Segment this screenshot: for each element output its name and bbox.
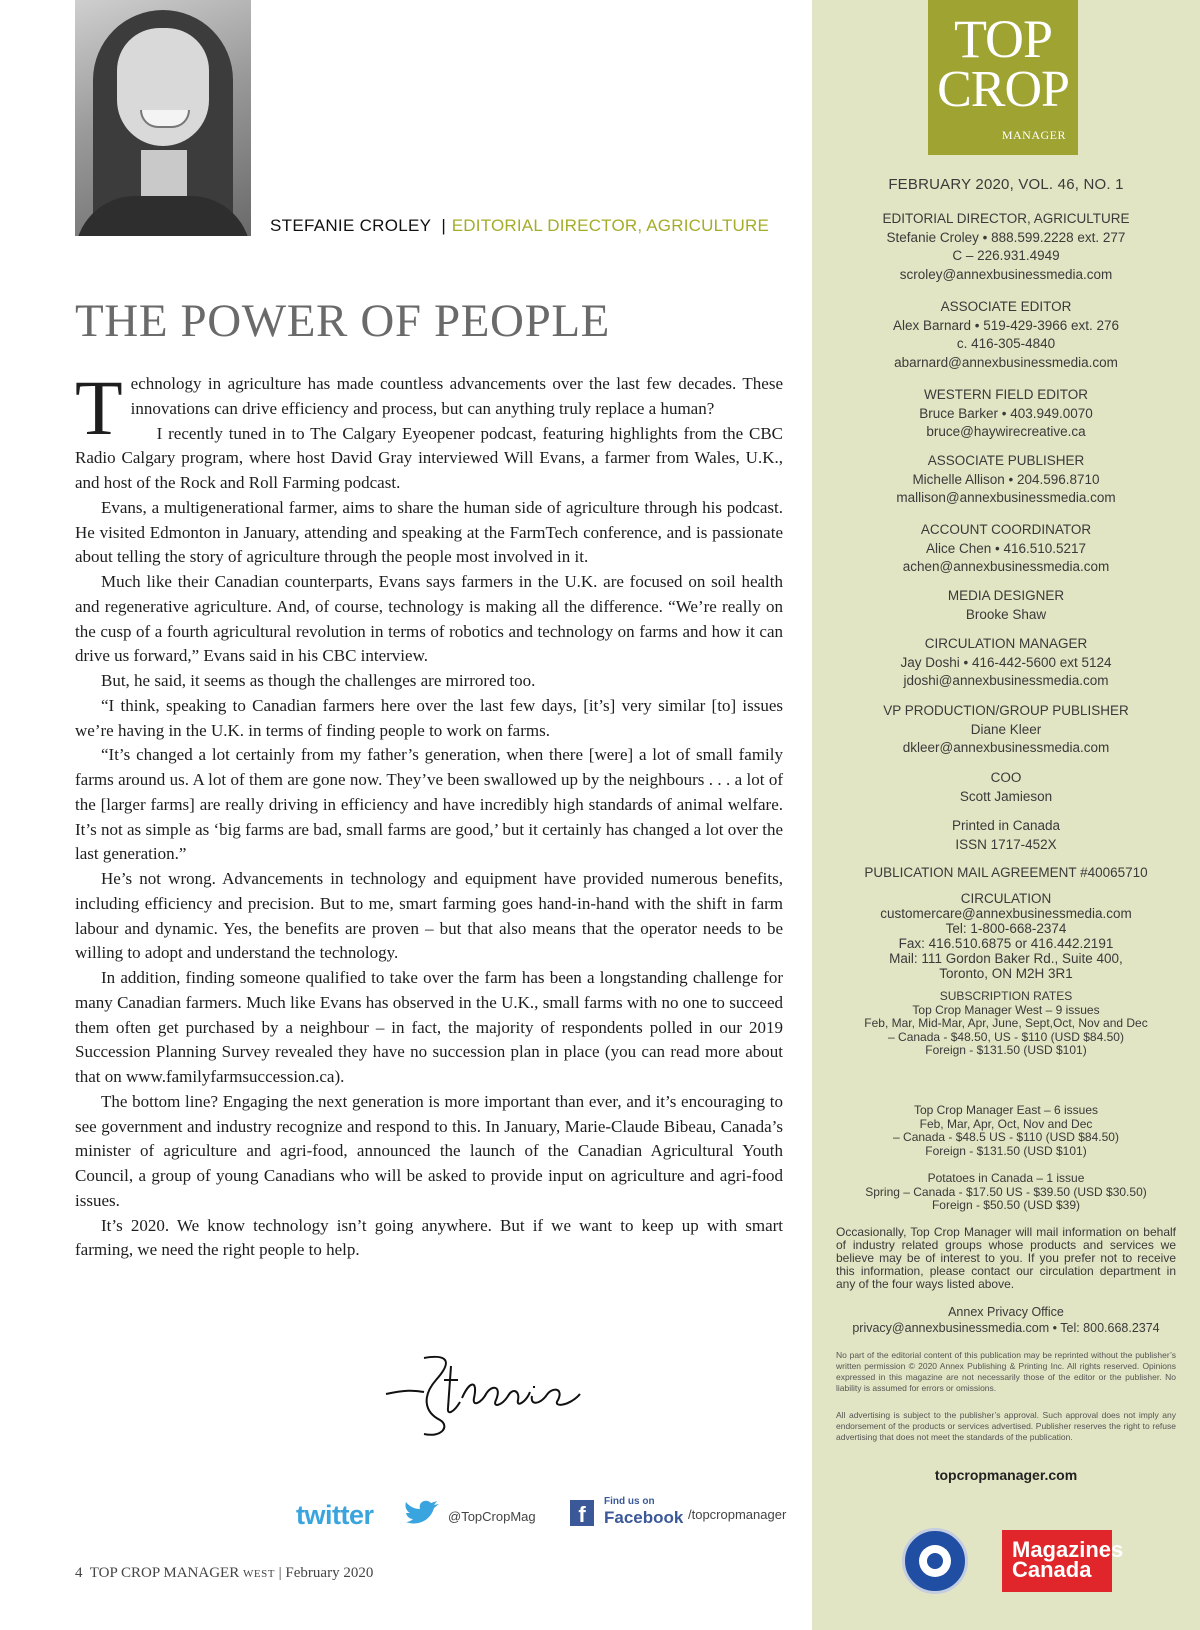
- staff-line: Diane Kleer: [970, 721, 1042, 737]
- article-paragraph: It’s 2020. We know technology isn’t going anywhere. But if we want to keep up with smart farming, we need the right people to help.: [75, 1215, 783, 1260]
- article-paragraph: Much like their Canadian counterparts, Evans says farmers in the U.K. are focused on soil health and regenerative agriculture. And, of course, technology is making all the difference. “We’re really on the cusp of a fourth agricultural revolution in terms of robotics and technology on farms and how it can drive us forward,” Evans said in his CBC interview.: [75, 572, 783, 666]
- magazines-canada-line: Canada: [1012, 1557, 1092, 1582]
- subscription-line: – Canada - $48.50, US - $110 (USD $84.50): [888, 1029, 1124, 1044]
- subscription-line: Feb, Mar, Apr, Oct, Nov and Dec: [919, 1116, 1093, 1131]
- privacy-title: Annex Privacy Office: [948, 1305, 1064, 1319]
- website-link[interactable]: topcropmanager.com: [934, 1467, 1078, 1483]
- staff-email[interactable]: scroley@annexbusinessmedia.com: [899, 266, 1113, 282]
- article-paragraph: The bottom line? Engaging the next generation is more important than ever, and it’s encouraging to see government and industry recognize and respond to this. In January, Marie-Claude Bibeau, Canada’s minister of agriculture and agri-food, announced the launch of the Canadian Agricultural Youth Council, a group of young Canadians who will be asked to provide input on agriculture and agri-food issues.: [75, 1091, 783, 1210]
- article-body: [75, 364, 783, 1263]
- twitter-handle[interactable]: @TopCropMag: [448, 1509, 536, 1524]
- advertising-disclaimer: All advertising is subject to the publisher’s approval. Such approval does not imply any endorsement of the products or services advertised. Publisher reserves the right to refuse advertising that does not meet the standards of the publication.: [836, 1410, 1176, 1442]
- staff-line: Brooke Shaw: [965, 606, 1047, 622]
- subscription-line: Top Crop Manager East – 6 issues: [913, 1103, 1099, 1117]
- subscription-line: Spring – Canada - $17.50 US - $39.50 (USD $30.50): [865, 1184, 1147, 1199]
- staff-email[interactable]: abarnard@annexbusinessmedia.com: [894, 354, 1118, 370]
- staff-title: EDITORIAL DIRECTOR, AGRICULTURE: [882, 211, 1130, 226]
- circulation-line: Mail: 111 Gordon Baker Rd., Suite 400,: [889, 951, 1123, 966]
- drop-cap: T: [75, 364, 123, 451]
- page-number: 4: [75, 1565, 83, 1581]
- staff-line: Scott Jamieson: [959, 788, 1053, 804]
- article-paragraph: “It’s changed a lot certainly from my father’s generation, when there [were] a lot of small family farms around us. A lot of them are gone now. They’ve been swallowed up by the neighbours . . . a lot of the [larger farms] are really driving in efficiency and have incredibly high standards of animal welfare. It’s not as simple as ‘big farms are bad, small farms are good,’ but it certainly has changed a lot over the last generation.”: [75, 745, 783, 864]
- logo-top-text: TOP: [953, 9, 1053, 69]
- staff-title: ASSOCIATE EDITOR: [940, 299, 1072, 314]
- staff-line: c. 416-305-4840: [956, 336, 1056, 351]
- circulation-line: Fax: 416.510.6875 or 416.442.2191: [898, 936, 1114, 951]
- article-paragraph: I recently tuned in to The Calgary Eyeopener podcast, featuring highlights from the CBC Radio Calgary program, where host David Gray interviewed Will Evans, a farmer from Wales, U.K., and host of the Rock and Roll Farming podcast.: [75, 423, 783, 492]
- article-paragraph: Evans, a multigenerational farmer, aims to share the human side of agriculture through his podcast. He visited Edmonton in January, attending and speaking at the FarmTech conference, and is passionate about telling the story of agriculture through the people most involved in it.: [75, 497, 783, 567]
- staff-media-designer: [812, 587, 1200, 624]
- subscription-line: Foreign - $50.50 (USD $39): [931, 1198, 1081, 1212]
- author-photo-face: [117, 28, 209, 146]
- staff-line: C – 226.931.4949: [952, 248, 1060, 263]
- staff-email[interactable]: achen@annexbusinessmedia.com: [902, 559, 1110, 574]
- printed-line: Printed in Canada: [951, 818, 1061, 833]
- author-role: EDITORIAL DIRECTOR, AGRICULTURE: [451, 216, 770, 235]
- author-photo-neck: [141, 150, 187, 200]
- issue-info: FEBRUARY 2020, VOL. 46, NO. 1: [888, 176, 1124, 193]
- article-paragraph: But, he said, it seems as though the challenges are mirrored too.: [101, 671, 536, 690]
- staff-vp-production: [812, 702, 1200, 758]
- subscription-east: [812, 1104, 1200, 1158]
- audit-badge-icon: [902, 1528, 968, 1594]
- top-crop-manager-logo: [928, 0, 1078, 155]
- staff-editorial-director: [812, 210, 1200, 284]
- subscription-potatoes: [812, 1172, 1200, 1213]
- circulation-title: CIRCULATION: [960, 891, 1052, 906]
- logo-manager-text: MANAGER: [1001, 128, 1066, 142]
- printed-info: [812, 817, 1200, 854]
- staff-western-field-editor: [812, 386, 1200, 442]
- subscription-title: SUBSCRIPTION RATES: [939, 989, 1073, 1003]
- staff-coo: [812, 769, 1200, 806]
- circulation-email[interactable]: customercare@annexbusinessmedia.com: [880, 906, 1132, 921]
- staff-title: MEDIA DESIGNER: [947, 588, 1065, 603]
- masthead-column: [812, 0, 1200, 1630]
- staff-circulation-manager: [812, 635, 1200, 691]
- staff-line: Jay Doshi • 416-442-5600 ext 5124: [900, 654, 1112, 670]
- staff-title: CIRCULATION MANAGER: [924, 636, 1088, 651]
- byline-separator: |: [441, 216, 446, 235]
- footer-edition: WEST: [242, 1568, 275, 1580]
- article-paragraph: He’s not wrong. Advancements in technology and equipment have provided numerous benefits, including efficiency and precision. But to me, smart farming goes hand-in-hand with the shift in farm labour and dynamic. Yes, the benefits are proven – but that also means that the operator needs to be willing to adopt and understand the technology.: [75, 869, 783, 963]
- logo-crop-text: CROP: [937, 61, 1069, 118]
- publication-mail-agreement: PUBLICATION MAIL AGREEMENT #40065710: [864, 865, 1148, 880]
- staff-line: Stefanie Croley • 888.599.2228 ext. 277: [886, 229, 1126, 245]
- staff-title: ASSOCIATE PUBLISHER: [927, 453, 1085, 468]
- facebook-find-label: Find us on: [604, 1496, 655, 1507]
- privacy-office: [812, 1304, 1200, 1336]
- page-footer: [75, 1565, 373, 1582]
- staff-line: Alice Chen • 416.510.5217: [925, 540, 1087, 556]
- audit-badge-inner: [919, 1545, 951, 1577]
- mail-notice: Occasionally, Top Crop Manager will mail information on behalf of industry related groups whose products and services we believe may be of interest to you. If you prefer not to receive this information, please contact our circulation department in any of the four ways listed above.: [836, 1225, 1176, 1291]
- staff-title: COO: [990, 770, 1022, 785]
- subscription-line: Foreign - $131.50 (USD $101): [925, 1043, 1087, 1057]
- issn-line: ISSN 1717-452X: [955, 836, 1057, 852]
- subscription-line: Top Crop Manager West – 9 issues: [912, 1002, 1100, 1017]
- byline: [270, 216, 769, 236]
- paragraph-text: echnology in agriculture has made countless advancements over the last few decades. These innovations can drive efficiency and process, but can anything truly replace a human?: [130, 374, 783, 418]
- circulation-line: Tel: 1-800-668-2374: [945, 921, 1067, 936]
- circulation-line: Toronto, ON M2H 3R1: [939, 966, 1073, 981]
- circulation-info: [812, 891, 1200, 981]
- facebook-logo[interactable]: Facebook: [604, 1508, 684, 1527]
- article-paragraph: “I think, speaking to Canadian farmers here over the last few days, [it’s] very similar [to] issues we’re having in the U.K. in terms of finding people to work on farms.: [75, 695, 783, 740]
- staff-email[interactable]: jdoshi@annexbusinessmedia.com: [903, 673, 1109, 688]
- author-photo: [75, 0, 251, 236]
- subscription-line: Feb, Mar, Mid-Mar, Apr, June, Sept,Oct, Nov and Dec: [864, 1016, 1148, 1030]
- privacy-contact[interactable]: privacy@annexbusinessmedia.com • Tel: 800.668.2374: [852, 1321, 1160, 1335]
- staff-title: ACCOUNT COORDINATOR: [920, 522, 1092, 537]
- footer-date: | February 2020: [278, 1565, 374, 1581]
- article-paragraph: [75, 364, 783, 451]
- staff-title: VP PRODUCTION/GROUP PUBLISHER: [883, 703, 1129, 718]
- staff-account-coordinator: [812, 521, 1200, 577]
- staff-line: Michelle Allison • 204.596.8710: [912, 471, 1100, 487]
- author-signature: [384, 1350, 594, 1440]
- staff-email[interactable]: mallison@annexbusinessmedia.com: [896, 490, 1116, 505]
- audit-badge-core: [927, 1553, 943, 1569]
- magazines-canada-logo: [1002, 1530, 1124, 1592]
- facebook-handle[interactable]: /topcropmanager: [688, 1507, 787, 1522]
- subscription-line: Potatoes in Canada – 1 issue: [927, 1171, 1085, 1185]
- editorial-disclaimer: No part of the editorial content of this publication may be reprinted without the publisher’s written permission © 2020 Annex Publishing & Printing Inc. All rights reserved. Opinions expressed in this magazine are not necessarily those of the editor or the publisher. No liability is assumed for errors or omissions.: [836, 1350, 1176, 1393]
- twitter-bird-icon: [404, 1500, 440, 1528]
- staff-title: WESTERN FIELD EDITOR: [923, 387, 1089, 402]
- article-headline: THE POWER OF PEOPLE: [75, 295, 610, 347]
- twitter-logo[interactable]: twitter: [296, 1500, 374, 1530]
- staff-line: Alex Barnard • 519-429-3966 ext. 276: [892, 317, 1120, 333]
- magazines-canada-line: Magazines: [1012, 1537, 1124, 1562]
- staff-associate-publisher: [812, 452, 1200, 508]
- staff-email[interactable]: bruce@haywirecreative.ca: [926, 424, 1086, 439]
- subscription-line: Foreign - $131.50 (USD $101): [925, 1143, 1087, 1158]
- footer-magazine: TOP CROP MANAGER: [89, 1565, 240, 1581]
- staff-line: Bruce Barker • 403.949.0070: [919, 405, 1093, 421]
- staff-associate-editor: [812, 298, 1200, 372]
- subscription-line: – Canada - $48.5 US - $110 (USD $84.50): [893, 1130, 1119, 1144]
- author-name: STEFANIE CROLEY: [270, 216, 432, 235]
- article-paragraph: In addition, finding someone qualified to take over the farm has been a longstanding challenge for many Canadian farmers. Much like Evans has observed in the U.K., small farms with no one to succeed them often get purchased by a neighbour – in fact, the majority of respondents polled in our 2019 Succession Planning Survey revealed they have no succession plan in place (you can read more about that on www.familyfarmsuccession.ca).: [75, 968, 783, 1086]
- staff-email[interactable]: dkleer@annexbusinessmedia.com: [902, 740, 1110, 755]
- subscription-rates: [812, 990, 1200, 1058]
- facebook-icon: f: [570, 1500, 594, 1526]
